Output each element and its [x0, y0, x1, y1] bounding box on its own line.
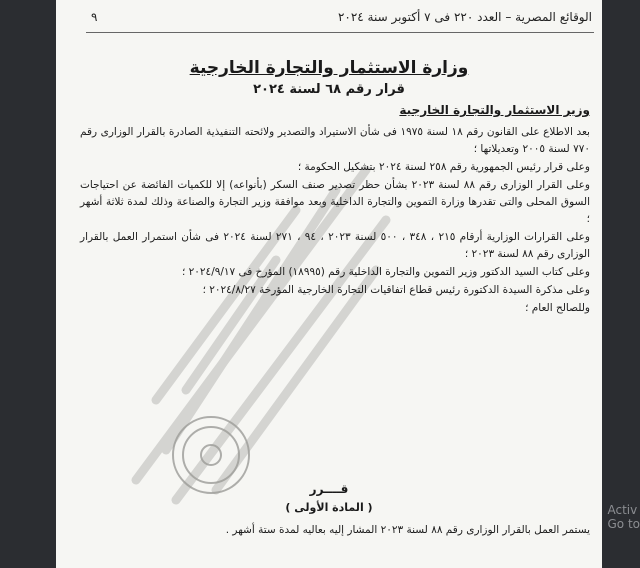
decision-heading: قــــرر — [309, 482, 349, 496]
decree-title: قرار رقم ٦٨ لسنة ٢٠٢٤ — [253, 82, 405, 97]
article-title: ( المادة الأولى ) — [285, 501, 373, 514]
preamble-paragraph: وعلى القرارات الوزارية أرقام ٢١٥ ، ٣٤٨ ، ٥٠٠ لسنة ٢٠٢٣ ، ٩٤ ، ٢٧١ لسنة ٢٠٢٤ فى شأن استمرار العمل بالقرار الوزارى رقم ٨٨ لسنة ٢٠٢٣ ؛ — [80, 231, 590, 260]
ministry-title: وزارة الاستثمار والتجارة الخارجية — [189, 58, 469, 78]
page-number: ٩ — [91, 10, 98, 24]
preamble-paragraph: وعلى القرار الوزارى رقم ٨٨ لسنة ٢٠٢٣ بشأن حظر تصدير صنف السكر (بأنواعه) إلا للكميات الفائضة عن احتياجات السوق المحلى والتى تقدرها وزارة التموين والتجارة الداخلية وبعد موافقة وزير التجارة والصناعة وذلك لمدة ثلاثة أشهر ؛ — [80, 179, 590, 225]
article-one-text: يستمر العمل بالقرار الوزارى رقم ٨٨ لسنة ٢٠٢٣ المشار إليه بعاليه لمدة ستة أشهر . — [225, 524, 590, 536]
gazette-page — [56, 0, 602, 568]
activate-windows-overlay — [607, 503, 640, 531]
minister-title: وزير الاستثمار والتجارة الخارجية — [399, 103, 590, 117]
preamble — [80, 124, 590, 318]
preamble-paragraph: بعد الاطلاع على القانون رقم ١٨ لسنة ١٩٧٥ فى شأن الاستيراد والتصدير ولائحته التنفيذية الصادرة بالقرار الوزارى رقم ٧٧٠ لسنة ٢٠٠٥ وتعديلاتها ؛ — [80, 126, 590, 155]
header-divider — [86, 32, 594, 33]
preamble-paragraph: وللصالح العام ؛ — [525, 302, 590, 314]
page-header — [56, 10, 602, 28]
preamble-paragraph: وعلى كتاب السيد الدكتور وزير التموين والتجارة الداخلية رقم (١٨٩٩٥) المؤرخ فى ٢٠٢٤/٩/١٧ ؛ — [181, 266, 590, 278]
preamble-paragraph: وعلى قرار رئيس الجمهورية رقم ٢٥٨ لسنة ٢٠٢٤ بتشكيل الحكومة ؛ — [297, 161, 590, 173]
preamble-paragraph: وعلى مذكرة السيدة الدكتورة رئيس قطاع اتفاقيات التجارة الخارجية المؤرخة ٢٠٢٤/٨/٢٧ ؛ — [202, 284, 590, 296]
gazette-header-title: الوقائع المصرية – العدد ٢٢٠ فى ٧ أكتوبر سنة ٢٠٢٤ — [337, 10, 592, 24]
activate-windows-text: Activ Go to — [607, 503, 640, 531]
